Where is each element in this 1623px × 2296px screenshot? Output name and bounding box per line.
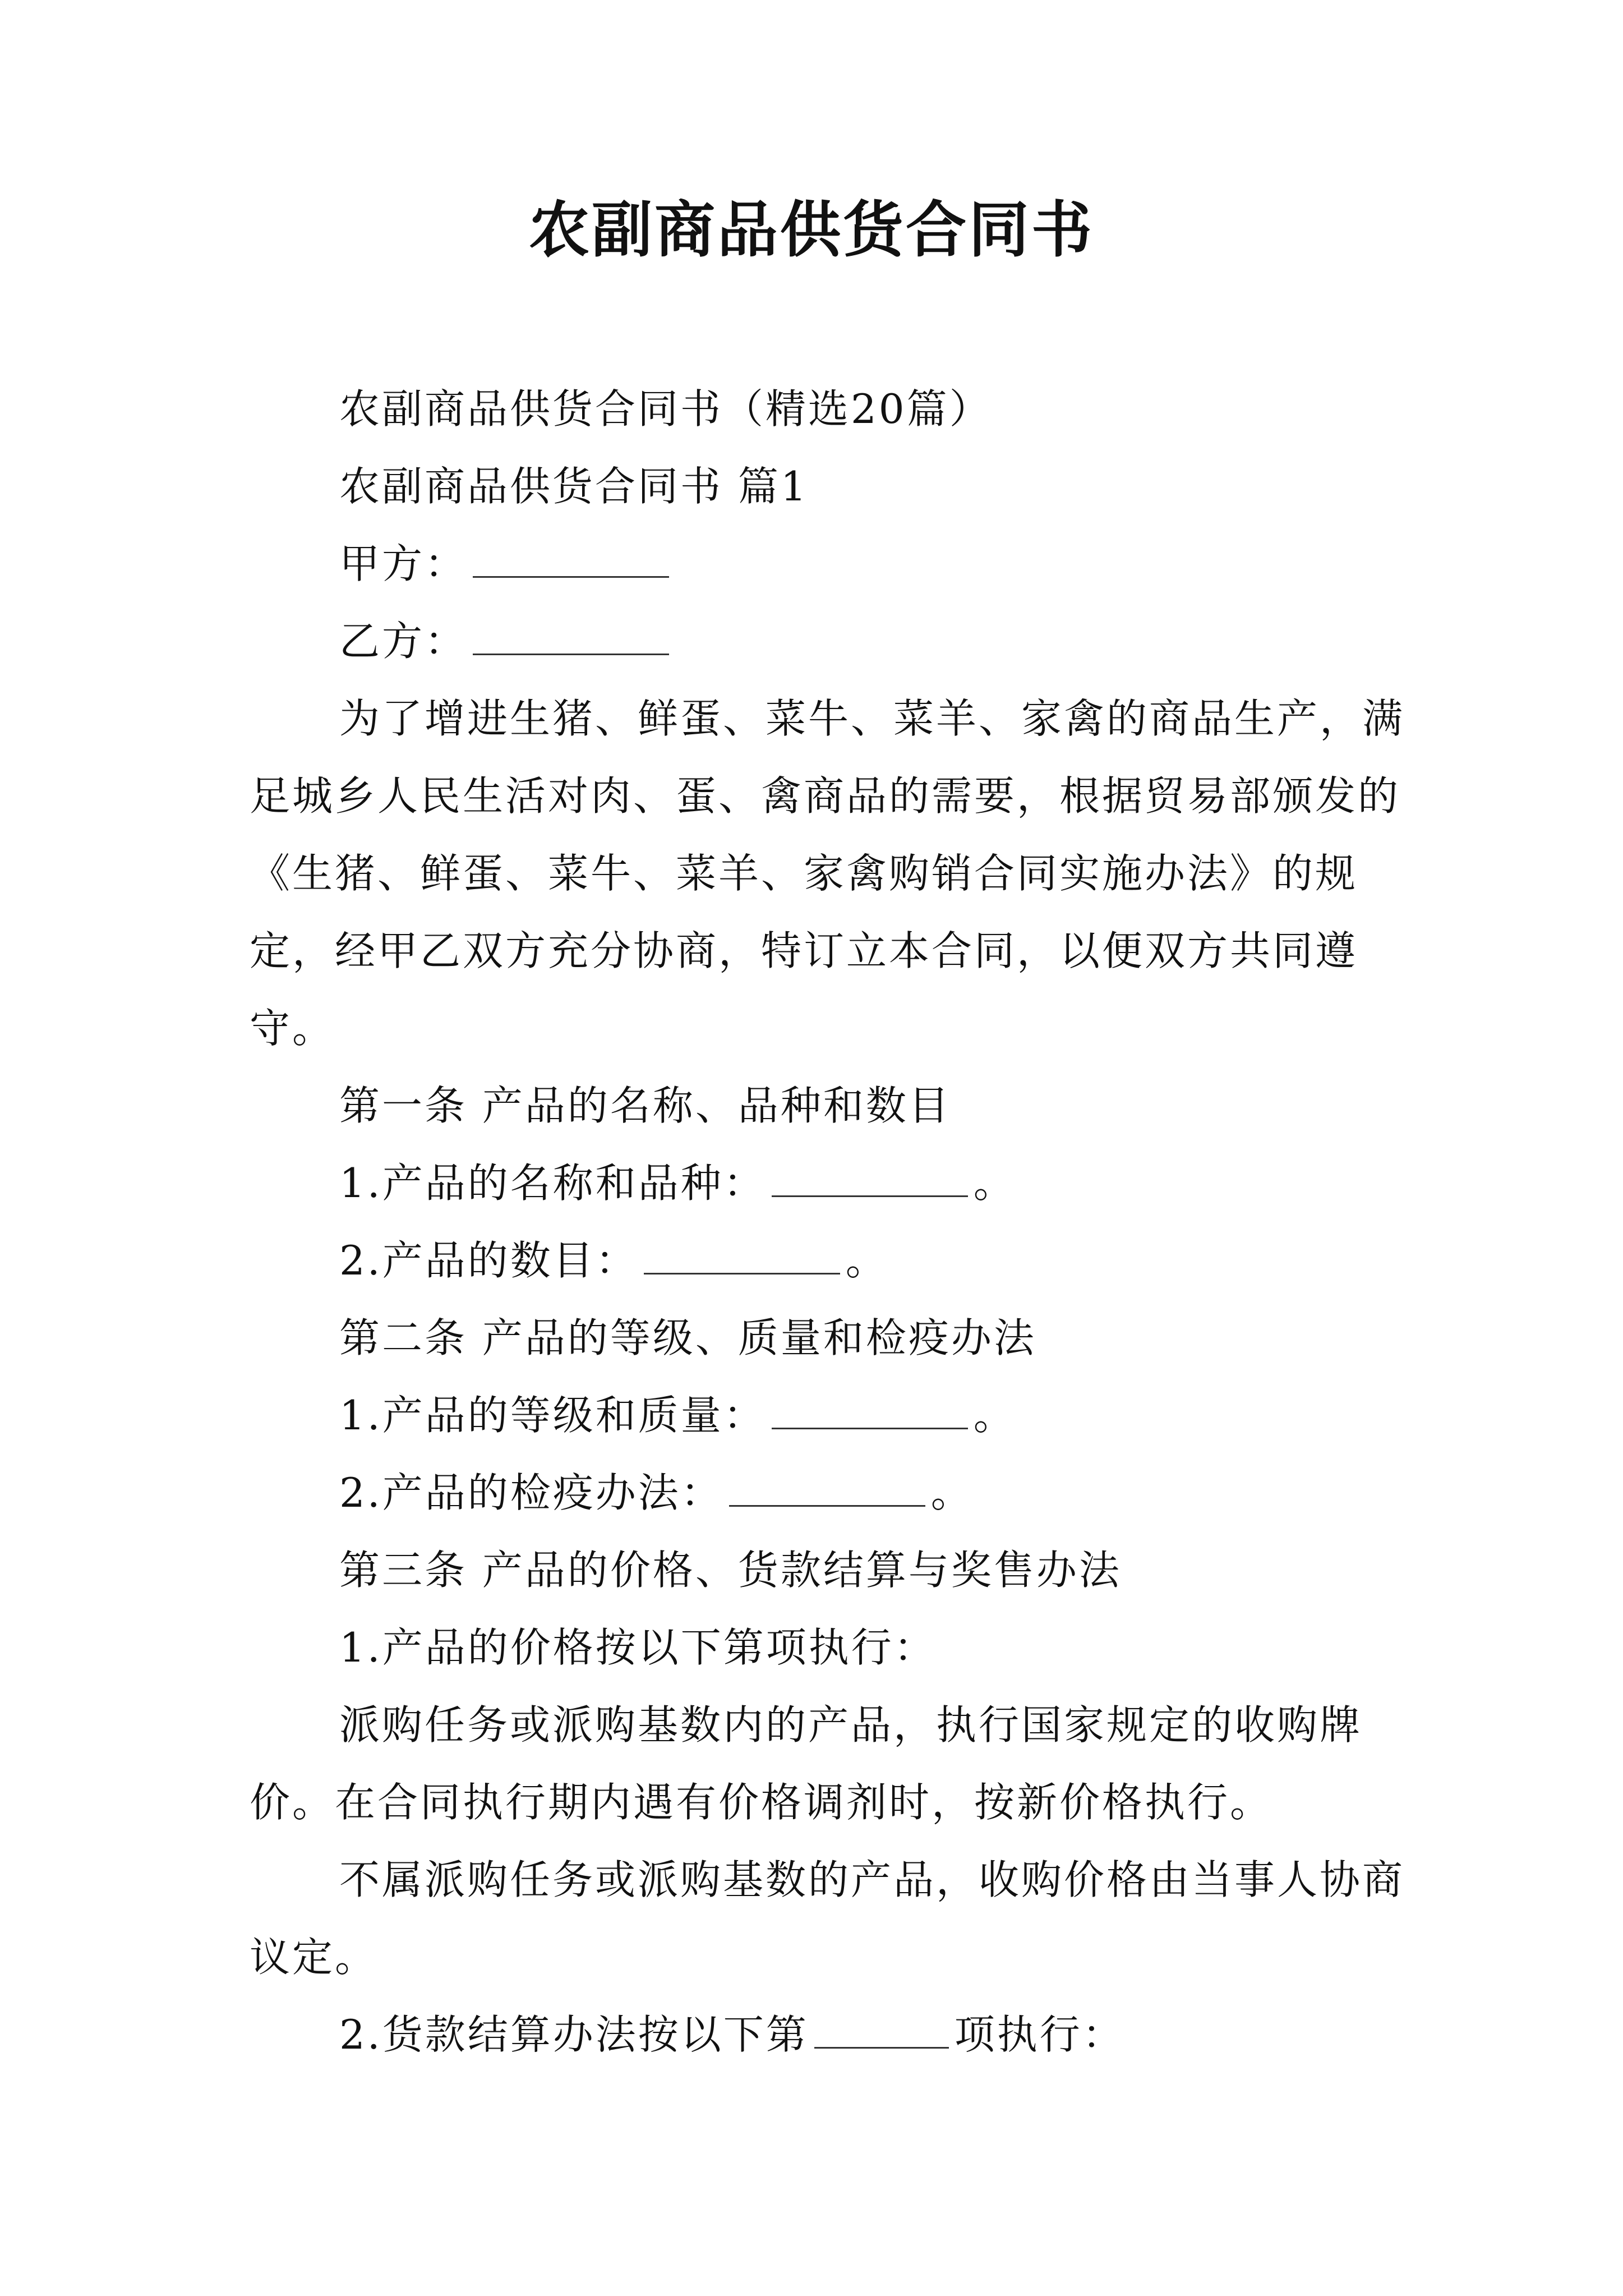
paragraph (250, 1841, 1427, 1996)
paragraph (250, 370, 1427, 448)
paragraph-text: 农副商品供货合同书 篇1 (339, 463, 809, 510)
paragraph-text: 为了增进生猪、鲜蛋、菜牛、菜羊、家禽的商品生产，满足城乡人民生活对肉、蛋、禽商品的需要，根据贸易部颁发的《生猪、鲜蛋、菜牛、菜羊、家禽购销合同实施办法》的规定，经甲乙双方充分协商，特订立本合同，以便双方共同遵守。 (250, 695, 1405, 1052)
fill-in-blank (772, 1389, 968, 1429)
paragraph-text: 2.产品的数目： (339, 1237, 638, 1284)
paragraph-text: 甲方： (339, 540, 468, 587)
paragraph-text: 1.产品的名称和品种： (339, 1159, 766, 1207)
paragraph-text: 1.产品的价格按以下第项执行： (339, 1624, 937, 1671)
fill-in-blank (729, 1467, 925, 1507)
paragraph (250, 1531, 1427, 1609)
fill-in-blank (644, 1235, 840, 1274)
paragraph (250, 680, 1427, 1067)
paragraph (250, 1996, 1427, 2073)
fill-in-blank (473, 538, 669, 578)
paragraph-text: 第一条 产品的名称、品种和数目 (339, 1082, 951, 1129)
paragraph-text: 乙方： (339, 618, 468, 665)
paragraph-text: 派购任务或派购基数内的产品，执行国家规定的收购牌价。在合同执行期内遇有价格调剂时，按新价格执行。 (250, 1701, 1363, 1826)
paragraph-text: 第三条 产品的价格、货款结算与奖售办法 (339, 1547, 1122, 1594)
paragraph-suffix: 项执行： (954, 2011, 1125, 2058)
paragraph-text: 不属派购任务或派购基数的产品，收购价格由当事人协商议定。 (250, 1856, 1405, 1981)
paragraph (250, 1144, 1427, 1222)
fill-in-blank (814, 2009, 949, 2049)
paragraph (250, 1686, 1427, 1841)
paragraph-text: 2.货款结算办法按以下第 (339, 2011, 809, 2058)
paragraph-text: 农副商品供货合同书（精选20篇） (339, 385, 992, 432)
paragraph (250, 1222, 1427, 1299)
paragraph-suffix: 。 (845, 1237, 888, 1284)
fill-in-blank (772, 1157, 968, 1197)
paragraph-suffix: 。 (930, 1469, 974, 1516)
paragraph-text: 第二条 产品的等级、质量和检疫办法 (339, 1314, 1036, 1361)
document-body (250, 370, 1427, 2073)
paragraph (250, 1377, 1427, 1454)
paragraph-text: 2.产品的检疫办法： (339, 1469, 723, 1516)
paragraph (250, 602, 1427, 680)
paragraph (250, 1299, 1427, 1377)
document-title: 农副商品供货合同书 (528, 195, 1094, 265)
paragraph-text: 1.产品的等级和质量： (339, 1392, 766, 1439)
paragraph-suffix: 。 (973, 1159, 1016, 1207)
paragraph-suffix: 。 (973, 1392, 1016, 1439)
paragraph (250, 1454, 1427, 1531)
fill-in-blank (473, 615, 669, 655)
paragraph (250, 525, 1427, 602)
paragraph (250, 1067, 1427, 1144)
paragraph (250, 448, 1427, 525)
paragraph (250, 1609, 1427, 1686)
